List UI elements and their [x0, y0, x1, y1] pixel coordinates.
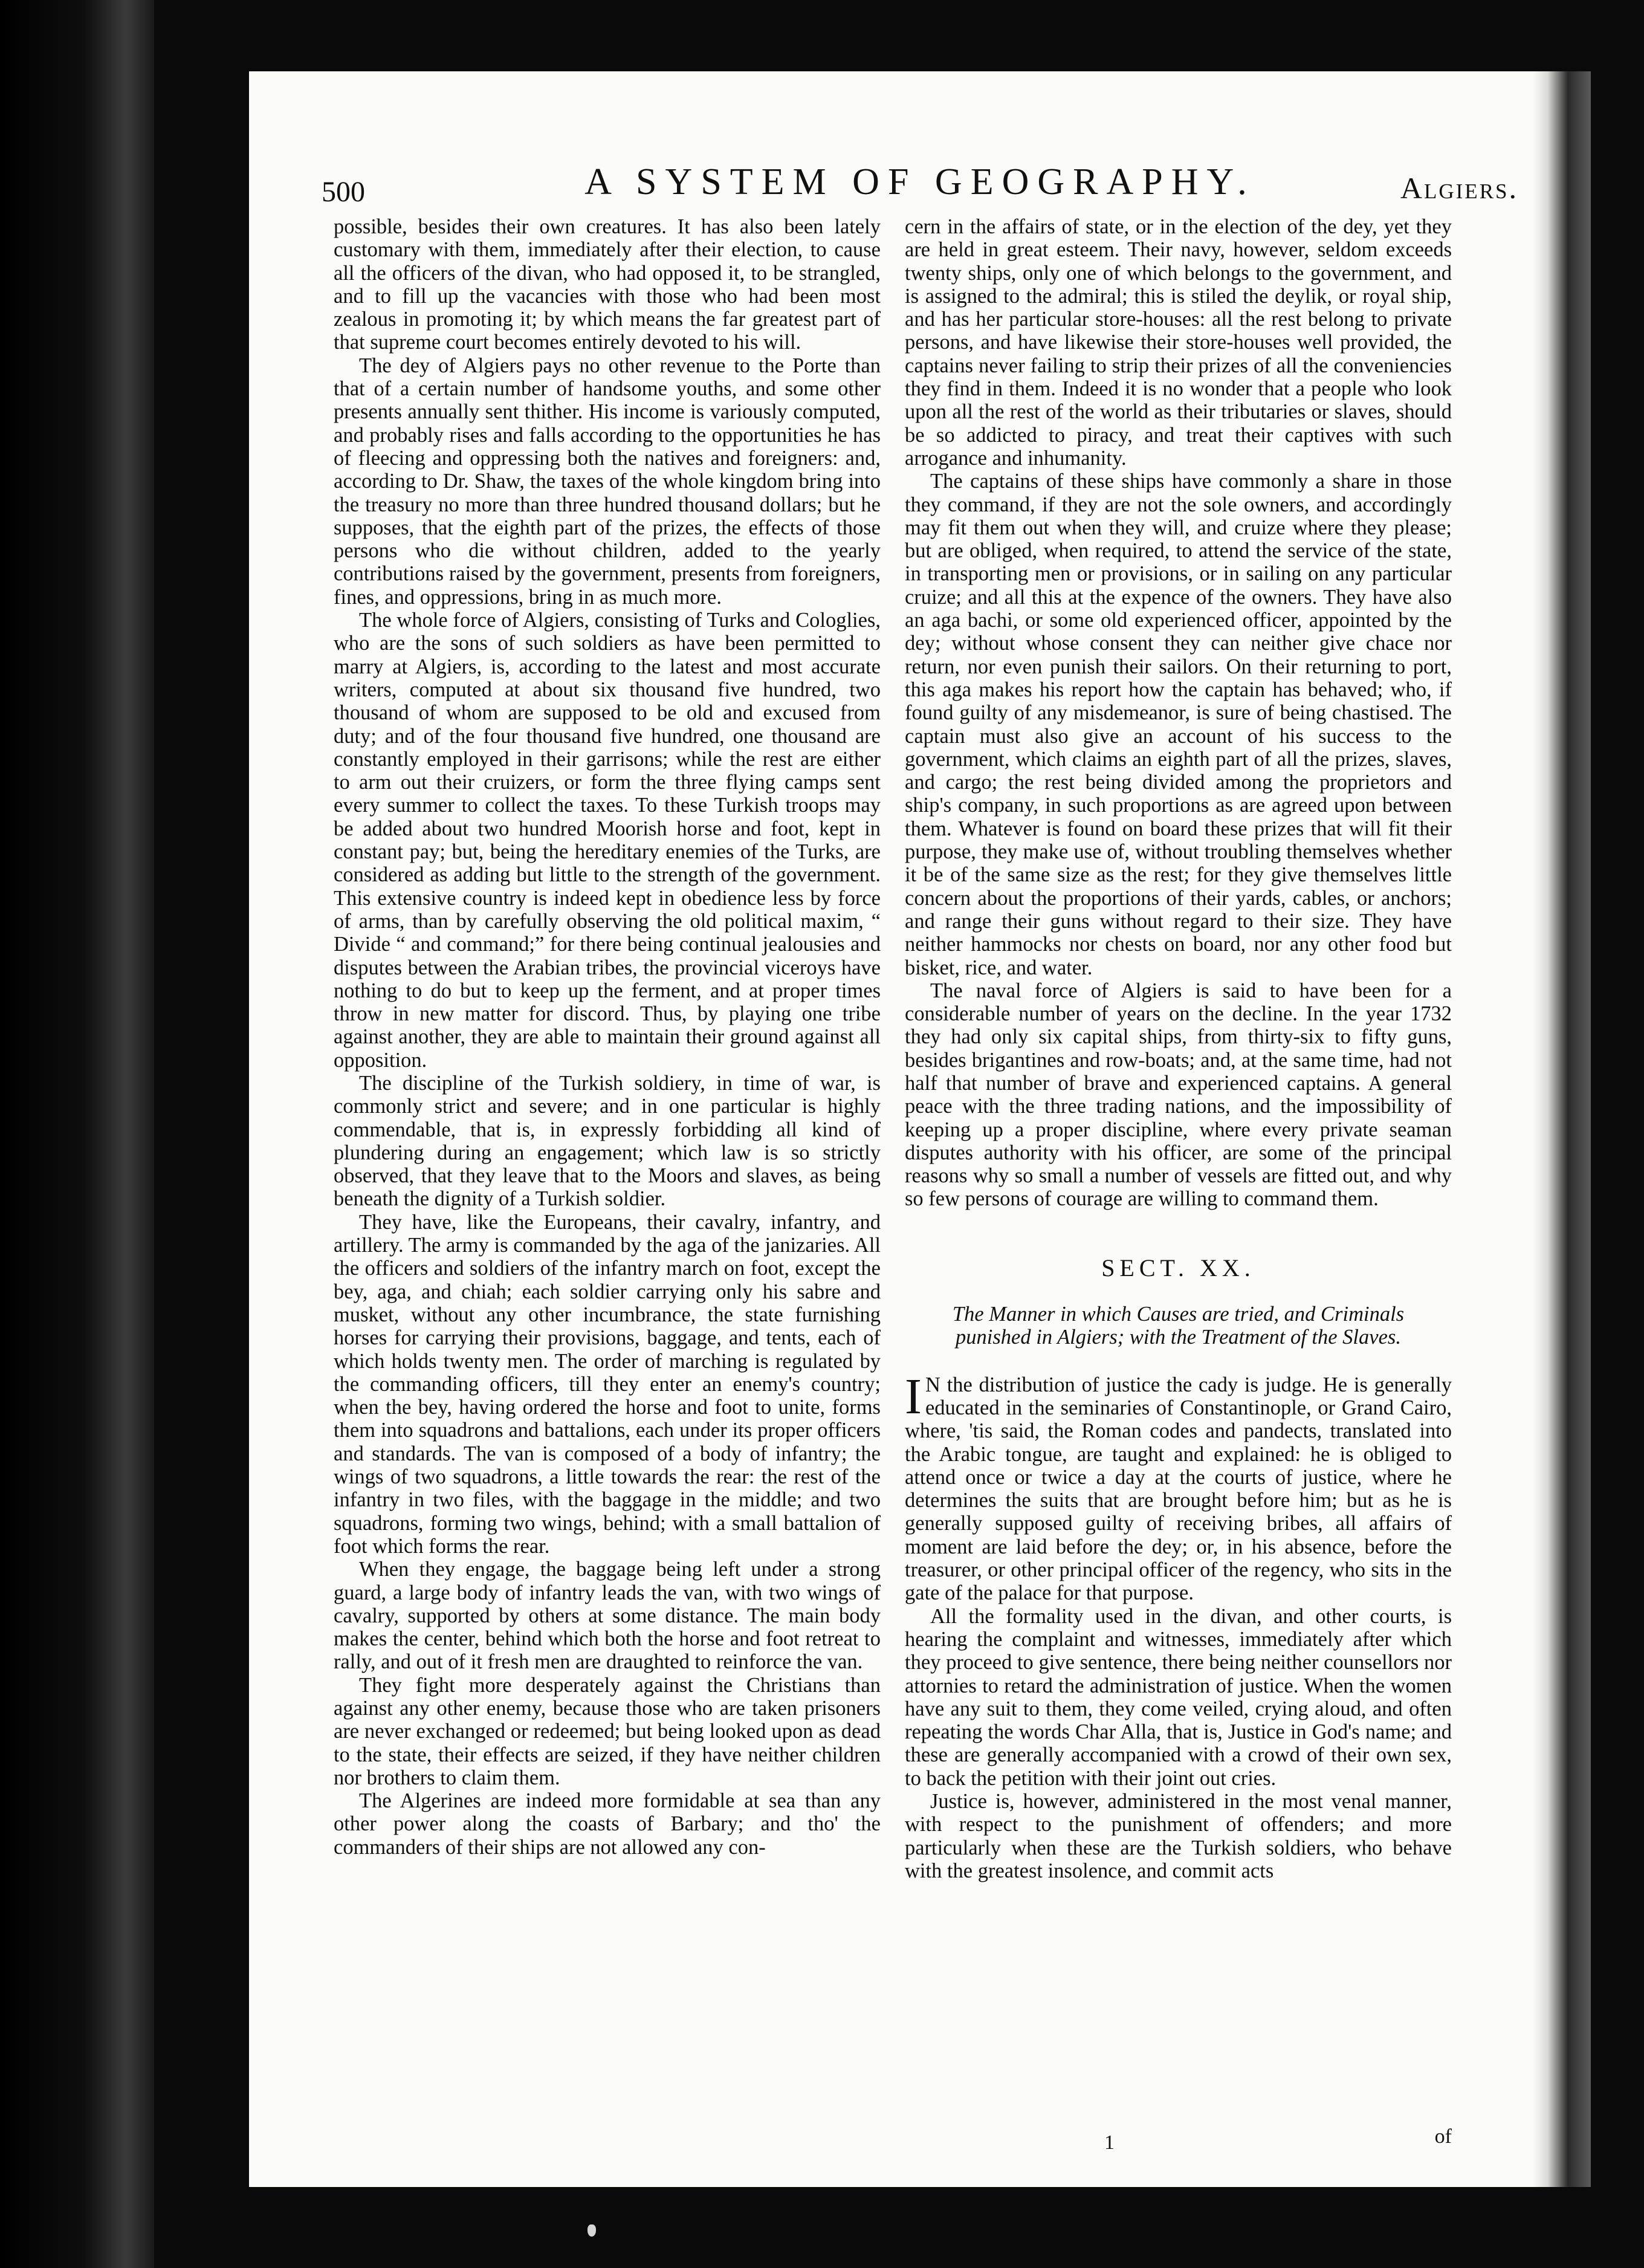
catchword: of: [1434, 2125, 1452, 2148]
page-edge-shadow: [1533, 71, 1591, 2187]
right-paragraph: The naval force of Algiers is said to have been for a considerable number of years on the decline. In the year 1732 they had only six capital ships, from thirty-six to fifty guns, besides brigantines and row-boats; and, at the same time, had not half that number of brave and experienced captains. A general peace with the three trading nations, and the impossibility of keeping up a proper discipline, where every private seaman disputes authority with his officer, are some of the principal reasons why so small a number of vessels are fitted out, and why so few persons of courage are willing to command them.: [905, 979, 1452, 1211]
signature-mark: 1: [1104, 2131, 1115, 2154]
section-paragraph-text: N the distribution of justice the cady is judge. He is generally educated in the seminaries of Constantinople, or Grand Cairo, where, 'tis said, the Roman codes and pandects, translated into the Arabic tongue, are taught and explained: he is obliged to attend once or twice a day at the courts of justice, where he determines the suits that are brought before him; but as he is generally supposed guilty of receiving bribes, all affairs of moment are laid before the dey; or, in his absence, before the treasurer, or other principal officer of the regency, who sits in the gate of the palace for that purpose.: [905, 1373, 1452, 1605]
book-spine-shadow: [0, 0, 154, 2268]
scan-artifact: [587, 2224, 596, 2237]
left-paragraph: The Algerines are indeed more formidable at sea than any other power along the coasts of Barbary; and tho' the commanders of their ships are not allowed any con-: [334, 1789, 881, 1859]
right-column: [905, 215, 1452, 1882]
book-page: [249, 71, 1591, 2187]
left-paragraph: The whole force of Algiers, consisting of Turks and Cologlies, who are the sons of such soldiers as have been permitted to marry at Algiers, is, according to the latest and most accurate writers, computed at about six thousand five hundred, two thousand of whom are supposed to be old and excused from duty; and of the four thousand five hundred, one thousand are constantly employed in their garrisons; while the rest are either to arm out their cruizers, or form the three flying camps sent every summer to collect the taxes. To these Turkish troops may be added about two hundred Moorish horse and foot, kept in constant pay; but, being the hereditary enemies of the Turks, are considered as adding but little to the strength of the government. This extensive country is indeed kept in obedience less by force of arms, than by carefully observing the old political maxim, “ Divide “ and command;” for there being continual jealousies and disputes between the Arabian tribes, the provincial viceroys have nothing to do but to keep up the ferment, and at proper times throw in new matter for discord. Thus, by playing one tribe against another, they are able to maintain their ground against all opposition.: [334, 609, 881, 1072]
section-paragraph: All the formality used in the divan, and other courts, is hearing the complaint and witnesses, immediately after which they proceed to give sentence, there being neither counsellors nor attornies to retard the administration of justice. When the women have any suit to them, they come veiled, crying aloud, and often repeating the words Char Alla, that is, Justice in God's name; and these are generally accompanied with a crowd of their own sex, to back the petition with their joint out cries.: [905, 1604, 1452, 1790]
left-paragraph: possible, besides their own creatures. It has also been lately customary with them, immediately after their election, to cause all the officers of the divan, who had opposed it, to be strangled, and to fill up the vacancies with those who had been most zealous in promoting it; by which means the far greatest part of that supreme court becomes entirely devoted to his will.: [334, 215, 881, 354]
running-title: A SYSTEM OF GEOGRAPHY.: [584, 161, 1255, 202]
page-footer: [905, 2125, 1452, 2152]
drop-cap: I: [905, 1368, 922, 1425]
section-summary: The Manner in which Causes are tried, and Criminals punished in Algiers; with the Treatment of the Slaves.: [952, 1303, 1405, 1349]
left-paragraph: When they engage, the baggage being left under a strong guard, a large body of infantry leads the van, with two wings of cavalry, supported by others at some distance. The main body makes the center, behind which both the horse and foot retreat to rally, and out of it fresh men are draughted to reinforce the van.: [334, 1558, 881, 1674]
section-paragraph: Justice is, however, administered in the most venal manner, with respect to the punishment of offenders; and more particularly when these are the Turkish soldiers, who behave with the greatest insolence, and commit acts: [905, 1790, 1452, 1882]
page-number: 500: [322, 176, 365, 208]
left-paragraph: They fight more desperately against the Christians than against any other enemy, because those who are taken prisoners are never exchanged or redeemed; but being looked upon as dead to the state, their effects are seized, if they have neither children nor brothers to claim them.: [334, 1673, 881, 1789]
section-heading: SECT. XX.: [1101, 1254, 1255, 1281]
section-paragraph: [905, 1368, 1452, 1605]
running-section-name: Algiers.: [1400, 171, 1518, 205]
right-paragraph: cern in the affairs of state, or in the election of the dey, yet they are held in great esteem. Their navy, however, seldom exceeds twenty ships, only one of which belongs to the government, and is assigned to the admiral; this is stiled the deylik, or royal ship, and has her particular store-houses: all the rest belong to private persons, and have likewise their store-houses well provided, the captains never failing to strip their prizes of all the conveniencies they find in them. Indeed it is no wonder that a people who look upon all the rest of the world as their tributaries or slaves, should be so addicted to piracy, and treat their captives with such arrogance and inhumanity.: [905, 215, 1452, 470]
page-header: [322, 161, 1518, 208]
left-paragraph: The discipline of the Turkish soldiery, in time of war, is commonly strict and severe; and in one particular is highly commendable, that is, in expressly forbidding all kind of plundering during an engagement; which law is so strictly observed, that they leave that to the Moors and slaves, as being beneath the dignity of a Turkish soldier.: [334, 1071, 881, 1211]
right-paragraph: The captains of these ships have commonly a share in those they command, if they are not the sole owners, and accordingly may fit them out when they will, and cruize where they please; but are obliged, when required, to attend the service of the state, in transporting men or provisions, or in sailing on any particular cruize; and all this at the expence of the owners. They have also an aga bachi, or some old experienced officer, appointed by the dey; without whose consent they can neither give chace nor return, nor even punish their sailors. On their returning to port, this aga makes his report how the captain has behaved; who, if found guilty of any misdemeanor, is sure of being chastised. The captain must also give an account of his success to the government, which claims an eighth part of all the prizes, slaves, and cargo; the rest being divided among the proprietors and ship's company, in such proportions as are agreed upon between them. Whatever is found on board these prizes that will fit their purpose, they make use of, without troubling themselves whether it be of the same size as the rest; for they give themselves little concern about the proportions of their yards, cables, or anchors; and range their guns without regard to their size. They have neither hammocks nor chests on board, nor any other food but bisket, rice, and water.: [905, 470, 1452, 979]
left-paragraph: They have, like the Europeans, their cavalry, infantry, and artillery. The army is commanded by the aga of the janizaries. All the officers and soldiers of the infantry march on foot, except the bey, aga, and chiah; each soldier carrying only his sabre and musket, without any other incumbrance, the state furnishing horses for carrying their provisions, baggage, and tents, each of which holds twenty men. The order of marching is regulated by the commanding officers, till they enter an enemy's country; when the bey, having ordered the horse and foot to unite, forms them into squadrons and battalions, each under its proper officers and standards. The van is composed of a body of infantry; the wings of two squadrons, a little towards the rear: the rest of the infantry in two files, with the baggage in the middle; and two squadrons, forming two wings, behind; with a small battalion of foot which forms the rear.: [334, 1210, 881, 1558]
left-paragraph: The dey of Algiers pays no other revenue to the Porte than that of a certain number of handsome youths, and some other presents annually sent thither. His income is variously computed, and probably rises and falls according to the opportunities he has of fleecing and oppressing both the natives and foreigners: and, according to Dr. Shaw, the taxes of the whole kingdom bring into the treasury no more than three hundred thousand dollars; but he supposes, that the eighth part of the prizes, the effects of those persons who die without children, added to the yearly contributions raised by the government, presents from foreigners, fines, and oppressions, bring in as much more.: [334, 354, 881, 609]
left-column: [334, 215, 881, 1859]
